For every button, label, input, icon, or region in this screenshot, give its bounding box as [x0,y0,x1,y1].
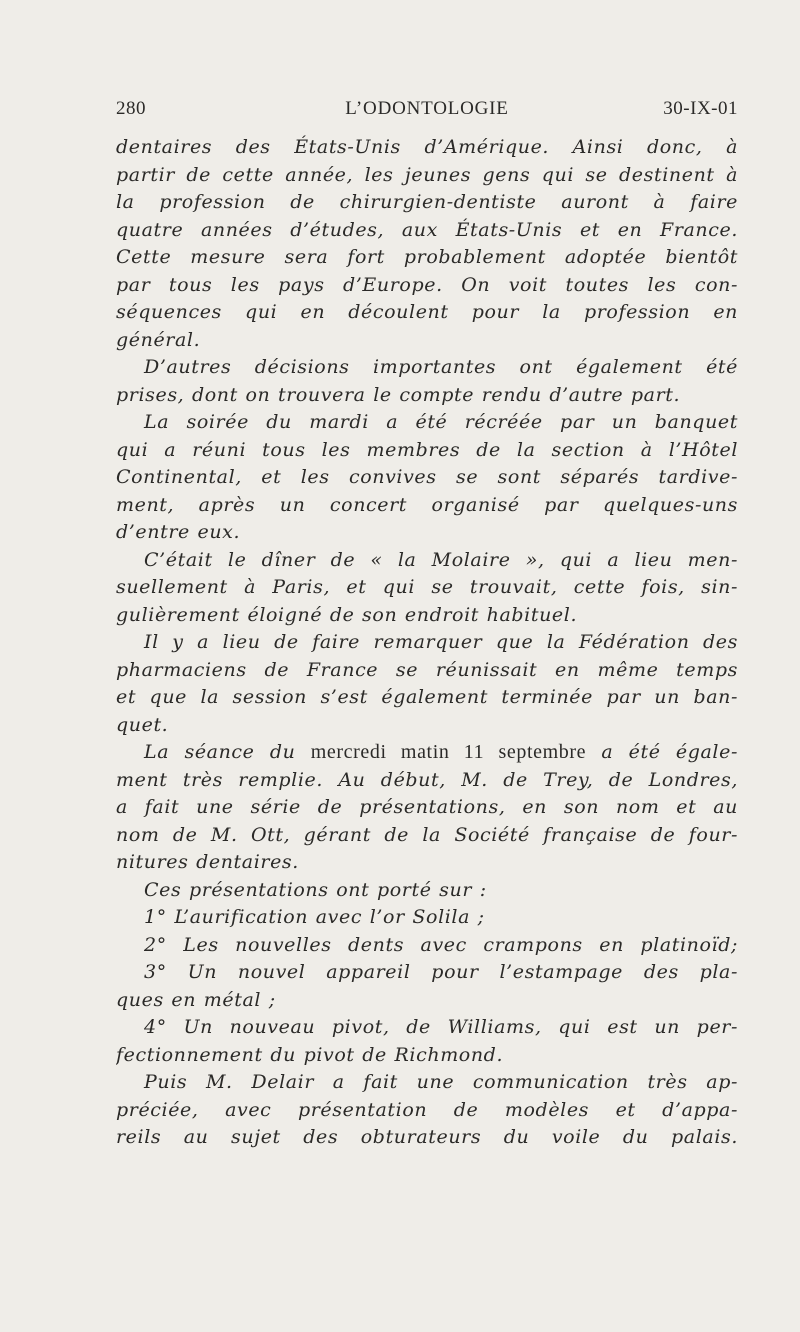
roman-text-segment: mercredi matin 11 septembre [310,741,587,763]
text-line: gulièrement éloigné de son endroit habituel. [116,603,578,626]
text-line: Cette mesure sera fort probablement adoptée bientôt [116,246,738,268]
text-line: dentaires des États-Unis d’Amérique. Ainsi donc, à [116,136,738,158]
text-line: séquences qui en découlent pour la profession en [116,301,738,323]
text-line: et que la session s’est également terminée par un ban- [116,686,738,708]
text-line: quatre années d’études, aux États-Unis et en France. [116,218,738,241]
text-line: nitures dentaires. [116,851,299,873]
text-line: la profession de chirurgien-dentiste auront à faire [116,191,738,213]
text-line: ment très remplie. Au début, M. de Trey, de Londres, [116,768,738,791]
page-number: 280 [116,98,146,119]
text-line: C’était le dîner de « la Molaire », qui a lieu men- [144,548,738,571]
issue-date: 30-IX-01 [663,98,738,119]
text-line: reils au sujet des obturateurs du voile du palais. [116,1126,738,1148]
text-line: ques en métal ; [116,988,276,1011]
text-line: a fait une série de présentations, en son nom et au [116,796,738,818]
text-line: Continental, et les convives se sont séparés tardive- [116,466,738,488]
text-line: d’entre eux. [116,521,241,543]
text-line: prises, dont on trouvera le compte rendu d’autre part. [116,383,681,406]
text-line: fectionnement du pivot de Richmond. [116,1043,504,1066]
text-line: 1° L’aurification avec l’or Solila ; [144,906,485,928]
text-line: par tous les pays d’Europe. On voit toutes les con- [116,273,738,296]
text-line: qui a réuni tous les membres de la section à l’Hôtel [116,438,738,461]
text-line: pharmaciens de France se réunissait en même temps [116,658,738,681]
text-line: partir de cette année, les jeunes gens qui se destinent à [116,163,738,186]
text-line: 3° Un nouvel appareil pour l’estampage des pla- [144,961,738,983]
text-line [116,739,738,767]
running-title: L’ODONTOLOGIE [345,98,509,119]
text-line: Ces présentations ont porté sur : [144,878,487,901]
text-line: suellement à Paris, et qui se trouvait, cette fois, sin- [116,576,738,598]
body-text [116,134,738,1152]
text-line: 4° Un nouveau pivot, de Williams, qui est un per- [144,1016,738,1038]
running-header [116,98,738,122]
text-line: ment, après un concert organisé par quelques-uns [116,493,738,516]
text-line: La soirée du mardi a été récréée par un banquet [144,411,738,433]
text-line: général. [116,328,201,351]
text-line: Puis M. Delair a fait une communication très ap- [144,1071,738,1093]
text-line: quet. [116,713,169,736]
text-line: nom de M. Ott, gérant de la Société française de four- [116,823,738,846]
text-line: 2° Les nouvelles dents avec crampons en platinoïd; [144,933,738,956]
text-line: Il y a lieu de faire remarquer que la Fédération des [144,631,738,653]
text-line: préciée, avec présentation de modèles et d’appa- [116,1098,738,1121]
text-segment: La séance du [144,741,311,763]
text-segment: a été égale- [586,741,738,763]
text-line: D’autres décisions importantes ont également été [144,356,738,378]
